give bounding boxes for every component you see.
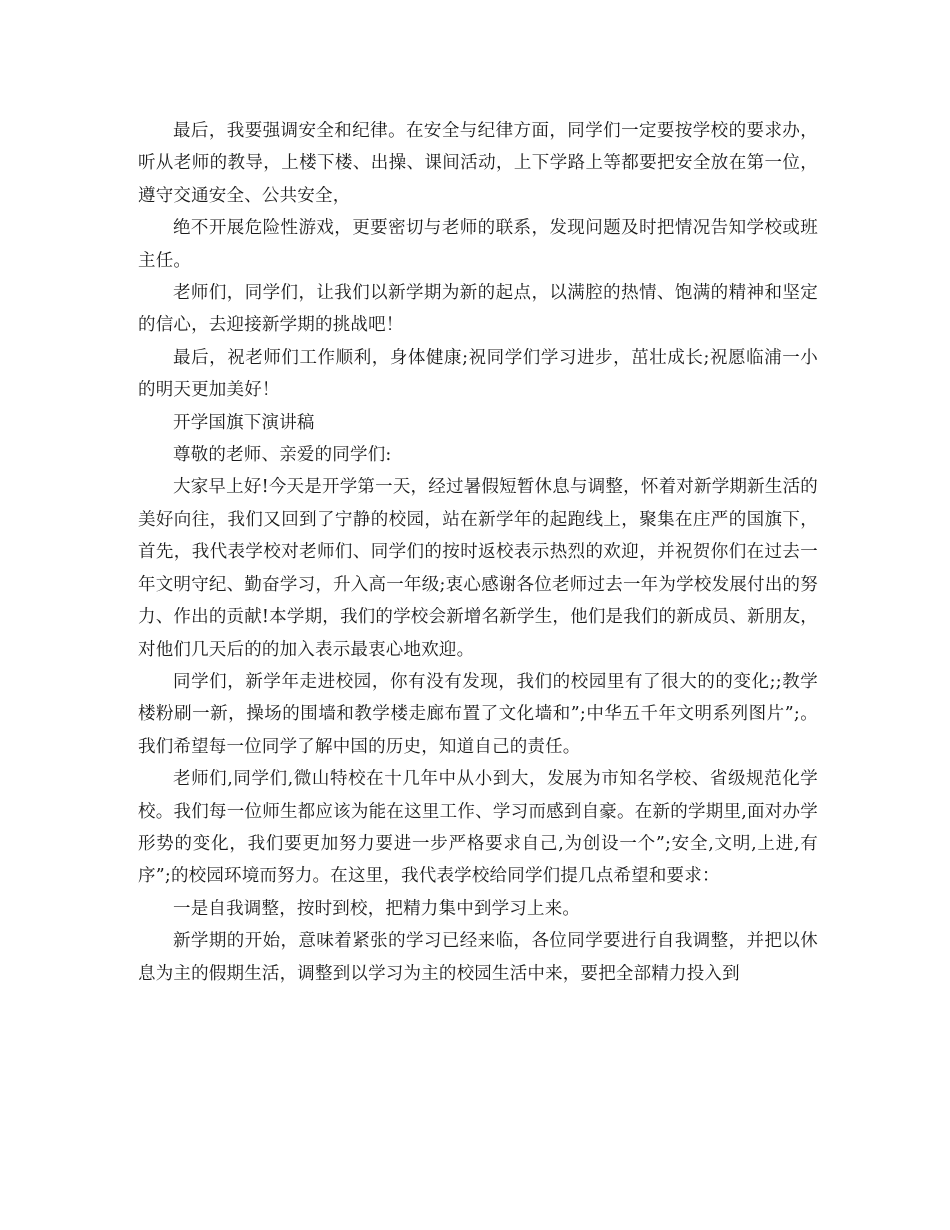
paragraph-safety-discipline: 最后，我要强调安全和纪律。在安全与纪律方面，同学们一定要按学校的要求办，听从老师的教导，上楼下楼、出操、课间活动，上下学路上等都要把安全放在第一位，遵守交通安全、公共安全， — [138, 121, 818, 206]
paragraph-campus-changes: 同学们，新学年走进校园，你有没有发现，我们的校园里有了很大的的变化;;教学楼粉刷一新，操场的围墙和教学楼走廊布置了文化墙和”;中华五千年文明系列图片”;。我们希望每一位同学了解中国的历史，知道自己的责任。 — [138, 671, 818, 757]
speech-title: 开学国旗下演讲稿 — [173, 412, 315, 433]
paragraph-greeting: 大家早上好!今天是开学第一天，经过暑假短暂休息与调整，怀着对新学期新生活的美好向往，我们又回到了宁静的校园，站在新学年的起跑线上，聚集在庄严的国旗下，首先，我代表学校对老师们、同学们的按时返校表示热烈的欢迎，并祝贺你们在过去一年文明守纪、勤奋学习，升入高一年级;衷心感谢各位老师过去一年为学校发展付出的努力、作出的贡献!本学期，我们的学校会新增名新学生，他们是我们的新成员、新朋友，对他们几天后的的加入表示最衷心地欢迎。 — [138, 477, 818, 660]
document-body — [138, 115, 818, 990]
paragraph-school-pride: 老师们,同学们,微山特校在十几年中从小到大，发展为市知名学校、省级规范化学校。我们每一位师生都应该为能在这里工作、学习而感到自豪。在新的学期里,面对办学形势的变化，我们要更加努力要进一步严格要求自己,为创设一个”;安全,文明,上进,有序”;的校园环境而努力。在这里，我代表学校给同学们提几点希望和要求： — [138, 769, 818, 887]
paragraph-new-starting-point: 老师们，同学们，让我们以新学期为新的起点，以满腔的热情、饱满的精神和坚定的信心，去迎接新学期的挑战吧！ — [138, 283, 818, 336]
paragraph-no-dangerous-games: 绝不开展危险性游戏，更要密切与老师的联系，发现问题及时把情况告知学校或班主任。 — [138, 218, 818, 271]
speech-salutation: 尊敬的老师、亲爱的同学们: — [173, 445, 392, 466]
paragraph-requirement-one: 一是自我调整，按时到校，把精力集中到学习上来。 — [173, 898, 581, 919]
paragraph-closing-wishes: 最后，祝老师们工作顺利，身体健康;祝同学们学习进步，茁壮成长;祝愿临浦一小的明天更加美好！ — [138, 347, 818, 401]
paragraph-new-semester: 新学期的开始，意味着紧张的学习已经来临，各位同学要进行自我调整，并把以休息为主的假期生活，调整到以学习为主的校园生活中来，要把全部精力投入到 — [138, 931, 818, 984]
